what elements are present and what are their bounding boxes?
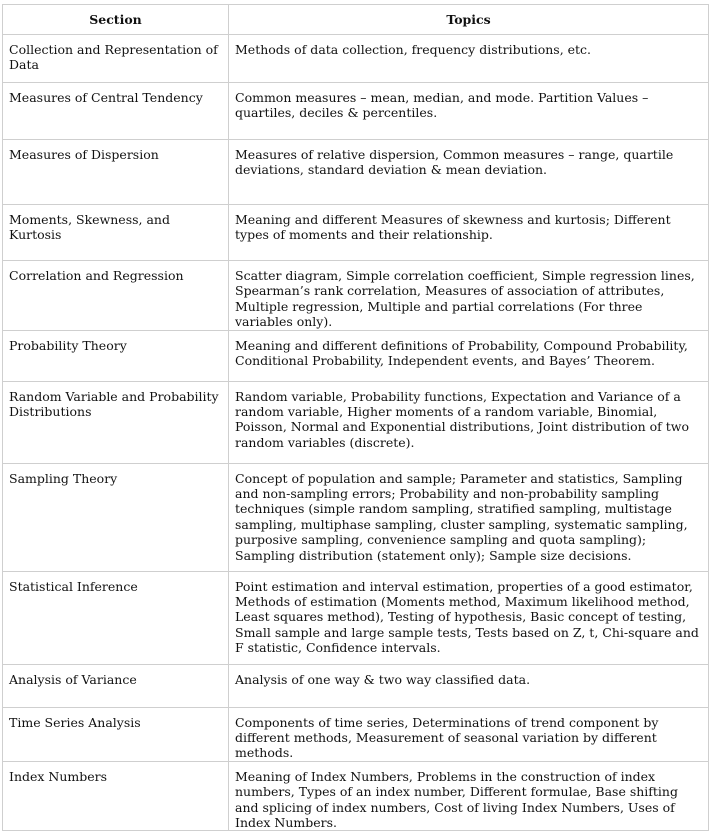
topics-cell: Components of time series, Determinations of trend component by different methods, Measurement of seasonal variation by different methods. bbox=[229, 707, 709, 761]
table-row bbox=[3, 261, 709, 331]
header-section: Section bbox=[3, 5, 229, 35]
table-row bbox=[3, 381, 709, 463]
section-cell: Moments, Skewness, and Kurtosis bbox=[3, 205, 229, 261]
table-row bbox=[3, 330, 709, 381]
topics-cell: Measures of relative dispersion, Common measures – range, quartile deviations, standard deviation & mean deviation. bbox=[229, 140, 709, 205]
section-cell: Correlation and Regression bbox=[3, 261, 229, 331]
header-row bbox=[3, 5, 709, 35]
section-cell: Analysis of Variance bbox=[3, 664, 229, 707]
section-cell: Collection and Representation of Data bbox=[3, 35, 229, 83]
table-row bbox=[3, 140, 709, 205]
topics-cell: Analysis of one way & two way classified data. bbox=[229, 664, 709, 707]
header-topics: Topics bbox=[229, 5, 709, 35]
syllabus-table bbox=[2, 4, 709, 831]
table-row bbox=[3, 205, 709, 261]
section-cell: Statistical Inference bbox=[3, 571, 229, 664]
section-cell: Probability Theory bbox=[3, 330, 229, 381]
topics-cell: Common measures – mean, median, and mode. Partition Values – quartiles, deciles & percentiles. bbox=[229, 83, 709, 140]
table-row bbox=[3, 463, 709, 571]
topics-cell: Meaning of Index Numbers, Problems in the construction of index numbers, Types of an index number, Different formulae, Base shifting and splicing of index numbers, Cost of living Index Numbers, Uses of Index Numbers. bbox=[229, 761, 709, 831]
table-row bbox=[3, 664, 709, 707]
section-cell: Time Series Analysis bbox=[3, 707, 229, 761]
section-cell: Sampling Theory bbox=[3, 463, 229, 571]
topics-cell: Scatter diagram, Simple correlation coefficient, Simple regression lines, Spearman’s rank correlation, Measures of association of attributes, Multiple regression, Multiple and partial correlations (For three variables only). bbox=[229, 261, 709, 331]
topics-cell: Methods of data collection, frequency distributions, etc. bbox=[229, 35, 709, 83]
section-cell: Measures of Central Tendency bbox=[3, 83, 229, 140]
topics-cell: Point estimation and interval estimation, properties of a good estimator, Methods of estimation (Moments method, Maximum likelihood method, Least squares method), Testing of hypothesis, Basic concept of testing, Small sample and large sample tests, Tests based on Z, t, Chi-square and F statistic, Confidence intervals. bbox=[229, 571, 709, 664]
table-row bbox=[3, 707, 709, 761]
section-cell: Measures of Dispersion bbox=[3, 140, 229, 205]
topics-cell: Random variable, Probability functions, Expectation and Variance of a random variable, Higher moments of a random variable, Binomial, Poisson, Normal and Exponential distributions, Joint distribution of two random variables (discrete). bbox=[229, 381, 709, 463]
table-row bbox=[3, 35, 709, 83]
topics-cell: Concept of population and sample; Parameter and statistics, Sampling and non-sampling errors; Probability and non-probability sampling techniques (simple random sampling, stratified sampling, multistage sampling, multiphase sampling, cluster sampling, systematic sampling, purposive sampling, convenience sampling and quota sampling); Sampling distribution (statement only); Sample size decisions. bbox=[229, 463, 709, 571]
table-row bbox=[3, 571, 709, 664]
section-cell: Random Variable and Probability Distributions bbox=[3, 381, 229, 463]
topics-cell: Meaning and different definitions of Probability, Compound Probability, Conditional Probability, Independent events, and Bayes’ Theorem. bbox=[229, 330, 709, 381]
table-row bbox=[3, 761, 709, 831]
table-row bbox=[3, 83, 709, 140]
section-cell: Index Numbers bbox=[3, 761, 229, 831]
topics-cell: Meaning and different Measures of skewness and kurtosis; Different types of moments and their relationship. bbox=[229, 205, 709, 261]
